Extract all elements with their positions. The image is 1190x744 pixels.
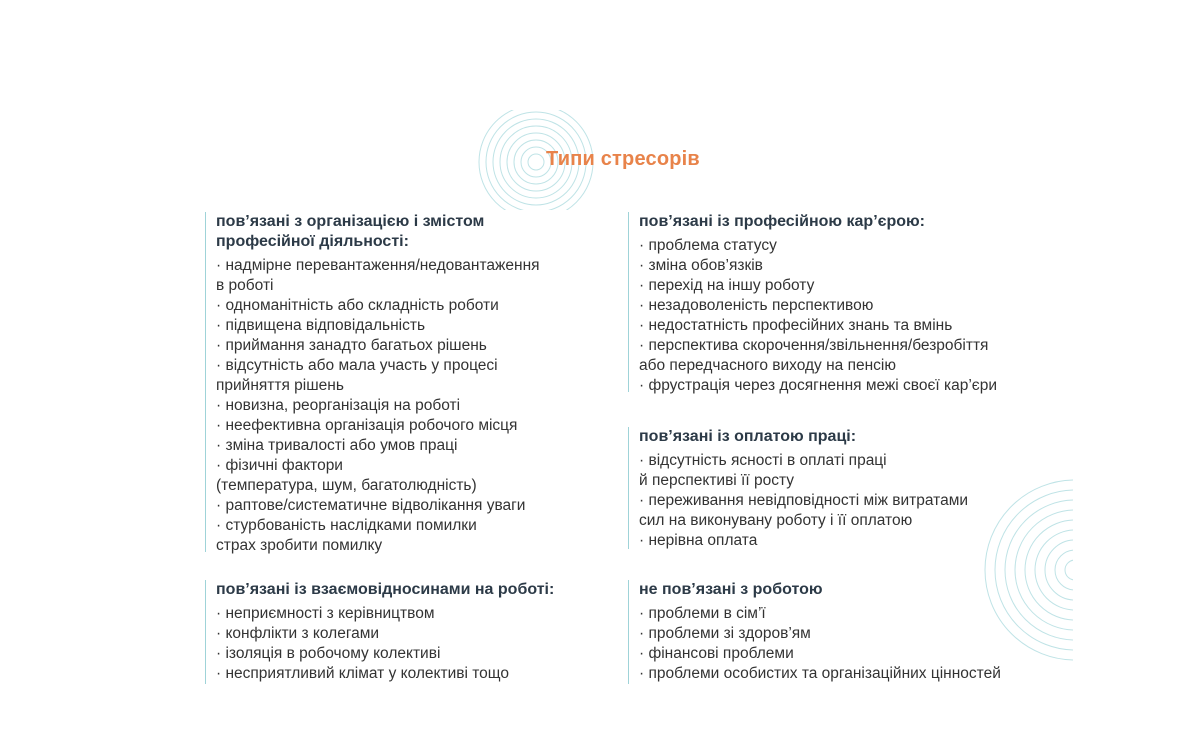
list-item: · конфлікти з колегами [216,625,380,642]
list-item: · проблеми особистих та організаційних цінностей [639,665,1001,682]
list-item: · перехід на іншу роботу [639,277,815,294]
stressor-list [639,451,1048,551]
list-item: · нерівна оплата [639,532,758,549]
stressor-list [639,604,1058,684]
section-heading: пов’язані із професійною кар’єрою: [639,213,926,230]
page-title: Типи стресорів [546,148,700,170]
section-heading: не пов’язані з роботою [639,581,823,598]
list-item: · стурбованість наслідками помилки страх зробити помилку [216,517,477,554]
section-career [628,212,1048,392]
list-item: · підвищена відповідальність [216,317,426,334]
stressor-list [216,256,605,556]
list-item: · неефективна організація робочого місця [216,417,518,434]
section-pay [628,427,1048,549]
list-item: · незадоволеність перспективою [639,297,874,314]
list-item: · переживання невідповідності між витратами сил на виконувану роботу і її оплатою [639,492,969,529]
section-heading: пов’язані з організацією і змістом професійної діяльності: [216,213,485,250]
section-non-work [628,580,1058,684]
list-item: · ізоляція в робочому колективі [216,645,441,662]
list-item: · неприємності з керівництвом [216,605,435,622]
section-relationships [205,580,605,684]
list-item: · відсутність ясності в оплаті праці й перспективі її росту [639,452,887,489]
list-item: · фізичні фактори (температура, шум, багатолюдність) [216,457,477,494]
stressor-list [639,236,1048,396]
list-item: · проблеми в сім’ї [639,605,766,622]
list-item: · відсутність або мала участь у процесі прийняття рішень [216,357,498,394]
list-item: · проблеми зі здоров’ям [639,625,811,642]
list-item: · зміна обов’язків [639,257,763,274]
list-item: · раптове/систематичне відволікання уваги [216,497,526,514]
list-item: · зміна тривалості або умов праці [216,437,458,454]
list-item: · надмірне перевантаження/недовантаження в роботі [216,257,540,294]
list-item: · несприятливий клімат у колективі тощо [216,665,509,682]
list-item: · новизна, реорганізація на роботі [216,397,461,414]
stressor-list [216,604,605,684]
list-item: · фінансові проблеми [639,645,794,662]
section-organization [205,212,605,552]
list-item: · фрустрація через досягнення межі своєї кар’єри [639,377,997,394]
list-item: · приймання занадто багатьох рішень [216,337,487,354]
list-item: · перспектива скорочення/звільнення/безробіття або передчасного виходу на пенсію [639,337,989,374]
list-item: · проблема статусу [639,237,777,254]
section-heading: пов’язані із оплатою праці: [639,428,857,445]
list-item: · одноманітність або складність роботи [216,297,499,314]
list-item: · недостатність професійних знань та вмінь [639,317,953,334]
section-heading: пов’язані із взаємовідносинами на роботі: [216,581,555,598]
